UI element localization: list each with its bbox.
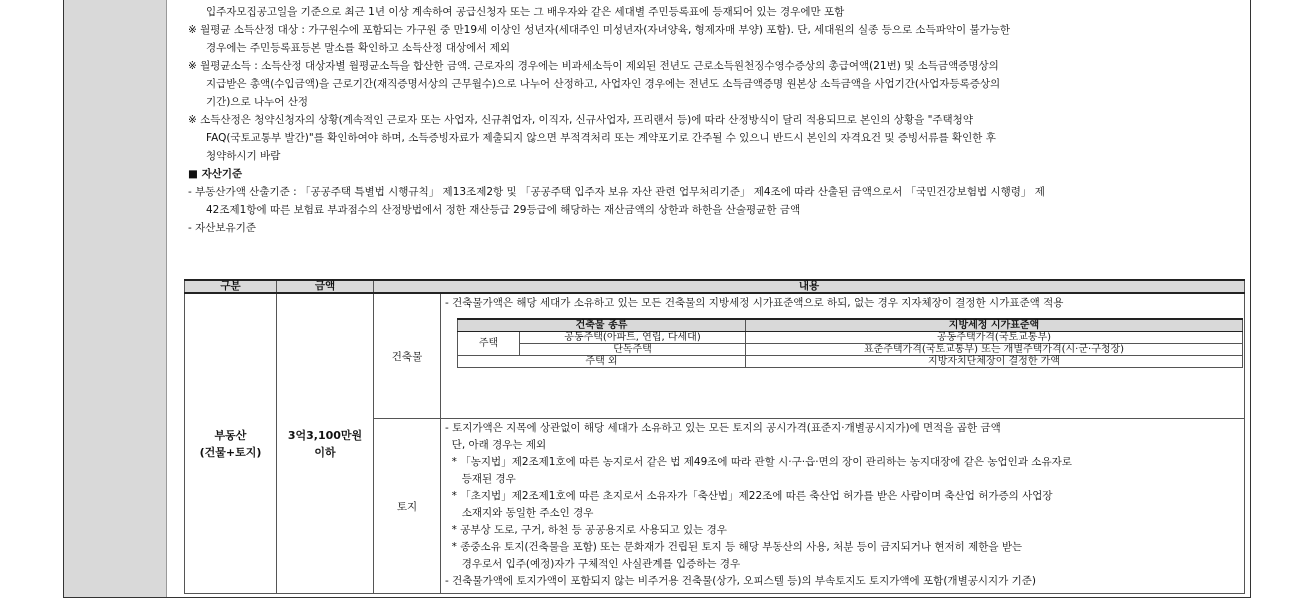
inner-header-value: 지방세정 시가표준액 — [746, 319, 1243, 332]
category-cell: 부동산 (건물+토지) — [185, 293, 277, 594]
building-type-table — [457, 318, 1243, 368]
land-line-7: * 종중소유 토지(건축물을 포함) 또는 문화재가 건립된 토지 등 해당 부동산의 사용, 처분 등이 금지되거나 현저히 제한을 받는 — [445, 541, 1023, 553]
land-line-0: - 토지가액은 지목에 상관없이 해당 세대가 소유하고 있는 모든 토지의 공시가격(표준지·개별공시지가)에 면적을 곱한 금액 — [445, 422, 1001, 434]
inner-row-nonhouse: 주택 외 — [458, 356, 746, 368]
text-line-1: ※ 월평균 소득산정 대상 : 가구원수에 포함되는 가구원 중 만19세 이상인 성년자(세대주인 미성년자(자녀양육, 형제자매 부양) 포함). 단, 세대원의 실종 등으로 소득파악이 불가능한 — [188, 24, 1011, 36]
text-line-12: - 자산보유기준 — [188, 222, 256, 234]
text-line-2: 경우에는 주민등록표등본 말소를 확인하고 소득산정 대상에서 제외 — [206, 42, 511, 54]
building-label: 건축물 — [374, 293, 441, 419]
building-content — [441, 293, 1245, 419]
inner-house-label: 주택 — [458, 332, 520, 356]
land-line-5: 소재지와 동일한 주소인 경우 — [445, 507, 594, 519]
text-line-3: ※ 월평균소득 : 소득산정 대상자별 월평균소득을 합산한 금액. 근로자의 경우에는 비과세소득이 제외된 전년도 근로소득원천징수영수증상의 총급여액(21번) 및 소득금액증명상의 — [188, 60, 999, 72]
land-line-6: * 공부상 도로, 구거, 하천 등 공공용지로 사용되고 있는 경우 — [445, 524, 727, 536]
text-line-6: ※ 소득산정은 청약신청자의 상황(계속적인 근로자 또는 사업자, 신규취업자, 이직자, 신규사업자, 프리랜서 등)에 따라 산정방식이 달리 적용되므로 본인의 상황을 "주택청약 — [188, 114, 973, 126]
left-label-column — [64, 0, 167, 597]
land-line-3: 등재된 경우 — [445, 473, 516, 485]
text-line-11: 42조제1항에 따른 보험료 부과점수의 산정방법에서 정한 재산등급 29등급에 해당하는 재산금액의 상한과 하한을 산술평균한 금액 — [206, 204, 801, 216]
land-label: 토지 — [374, 419, 441, 594]
text-line-10: - 부동산가액 산출기준 : 「공공주택 특별법 시행규칙」 제13조제2항 및 「공공주택 입주자 보유 자산 관련 업무처리기준」 제4조에 따라 산출된 금액으로서 「국민건강보험법 시행령」 제 — [188, 186, 1045, 198]
inner-row-nonhouse-value: 지방자치단체장이 결정한 가액 — [746, 356, 1243, 368]
document-frame — [63, 0, 1251, 598]
header-content: 내용 — [374, 280, 1245, 293]
text-line-0: 입주자모집공고일을 기준으로 최근 1년 이상 계속하여 공급신청자 또는 그 배우자와 같은 세대별 주민등록표에 등재되어 있는 경우에만 포함 — [206, 6, 845, 18]
land-line-2: * 「농지법」제2조제1호에 따른 농지로서 같은 법 제49조에 따라 관할 시·구·읍·면의 장이 관리하는 농지대장에 같은 농업인과 소유자로 — [445, 456, 1072, 468]
amount-cell: 3억3,100만원 이하 — [277, 293, 374, 594]
inner-row-detached: 단독주택 — [520, 344, 746, 356]
text-line-7: FAQ(국토교통부 발간)"를 확인하여야 하며, 소득증빙자료가 제출되지 않으면 부적격처리 또는 계약포기로 간주될 수 있으니 반드시 본인의 자격요건 및 증빙서류를 확인한 후 — [206, 132, 996, 144]
land-line-1: 단, 아래 경우는 제외 — [445, 439, 547, 451]
asset-criteria-table — [184, 279, 1245, 594]
inner-header-type: 건축물 종류 — [458, 319, 746, 332]
header-amount: 금액 — [277, 280, 374, 293]
land-line-9: - 건축물가액에 토지가액이 포함되지 않는 비주거용 건축물(상가, 오피스텔 등)의 부속토지도 토지가액에 포함(개별공시지가 기준) — [445, 575, 1036, 587]
text-line-4: 지급받은 총액(수입금액)을 근로기간(재직증명서상의 근무월수)으로 나누어 산정하고, 사업자인 경우에는 전년도 소득금액증명 원본상 소득금액을 사업기간(사업자등록증상의 — [206, 78, 1001, 90]
land-content — [441, 419, 1245, 594]
text-line-9: ■ 자산기준 — [188, 168, 243, 180]
land-line-8: 경우로서 입주(예정)자가 구체적인 사실관계를 입증하는 경우 — [445, 558, 741, 570]
inner-row-apartment-value: 공동주택가격(국토교통부) — [746, 332, 1243, 344]
inner-row-detached-value: 표준주택가격(국토교통부) 또는 개별주택가격(시·군·구청장) — [746, 344, 1243, 356]
text-line-5: 기간)으로 나누어 산정 — [206, 96, 309, 108]
inner-row-apartment: 공동주택(아파트, 연립, 다세대) — [520, 332, 746, 344]
building-description: - 건축물가액은 해당 세대가 소유하고 있는 모든 건축물의 지방세정 시가표준액으로 하되, 없는 경우 지자체장이 결정한 시가표준액 적용 — [445, 297, 1064, 309]
land-line-4: * 「초지법」제2조제1호에 따른 초지로서 소유자가「축산법」제22조에 따른 축산업 허가를 받은 사람이며 축산업 허가증의 사업장 — [445, 490, 1053, 502]
text-line-8: 청약하시기 바람 — [206, 150, 281, 162]
header-category: 구분 — [185, 280, 277, 293]
